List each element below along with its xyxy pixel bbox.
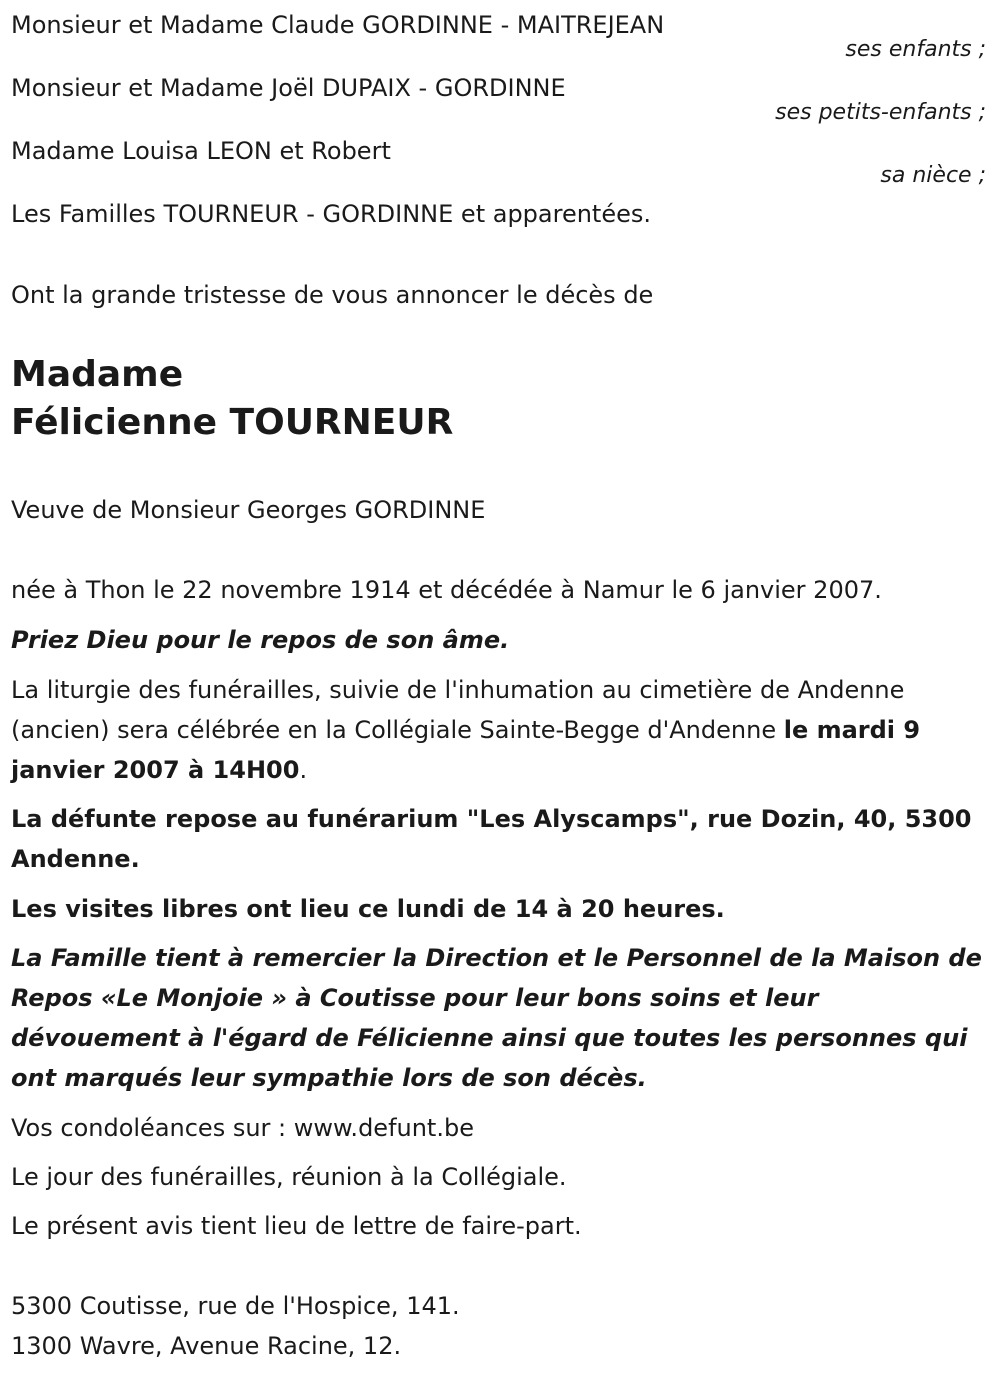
- notice: Le présent avis tient lieu de lettre de faire-part.: [11, 1212, 582, 1240]
- widow-of: Veuve de Monsieur Georges GORDINNE: [11, 496, 486, 524]
- announcement: Ont la grande tristesse de vous annoncer le décès de: [11, 281, 654, 309]
- liturgy: [11, 670, 986, 790]
- birth-death: née à Thon le 22 novembre 1914 et décédée à Namur le 6 janvier 2007.: [11, 576, 882, 604]
- address-2: 1300 Wavre, Avenue Racine, 12.: [11, 1332, 402, 1360]
- deceased-title: Madame: [11, 354, 184, 395]
- funerarium: La défunte repose au funérarium "Les Alyscamps", rue Dozin, 40, 5300 Andenne.: [11, 805, 972, 873]
- family-name-3: Madame Louisa LEON et Robert: [11, 137, 391, 165]
- family-relation-2: ses petits-enfants ;: [775, 100, 986, 125]
- thanks: La Famille tient à remercier la Direction et le Personnel de la Maison de Repos «Le Monjoie » à Coutisse pour leur bons soins et leur dévouement à l'égard de Félicienne ainsi que toutes les personnes qui ont marqués leur sympathie lors de son décès.: [11, 944, 982, 1092]
- family-relation-3: sa nièce ;: [880, 163, 986, 188]
- condolences: Vos condoléances sur : www.defunt.be: [11, 1114, 474, 1142]
- visits: Les visites libres ont lieu ce lundi de 14 à 20 heures.: [11, 895, 725, 923]
- family-relation-1: ses enfants ;: [845, 37, 986, 62]
- deceased-name: Félicienne TOURNEUR: [11, 402, 454, 443]
- liturgy-date: le mardi 9 janvier 2007 à 14H00: [11, 716, 921, 784]
- address-1: 5300 Coutisse, rue de l'Hospice, 141.: [11, 1292, 460, 1320]
- family-name-1: Monsieur et Madame Claude GORDINNE - MAITREJEAN: [11, 11, 665, 39]
- family-name-4: Les Familles TOURNEUR - GORDINNE et apparentées.: [11, 200, 652, 228]
- prayer: Priez Dieu pour le repos de son âme.: [11, 626, 510, 654]
- reunion: Le jour des funérailles, réunion à la Collégiale.: [11, 1163, 567, 1191]
- liturgy-end: .: [299, 756, 308, 784]
- liturgy-text: La liturgie des funérailles, suivie de l'inhumation au cimetière de Andenne (ancien) sera célébrée en la Collégiale Sainte-Begge d'Andenne: [11, 676, 905, 744]
- family-name-2: Monsieur et Madame Joël DUPAIX - GORDINNE: [11, 74, 566, 102]
